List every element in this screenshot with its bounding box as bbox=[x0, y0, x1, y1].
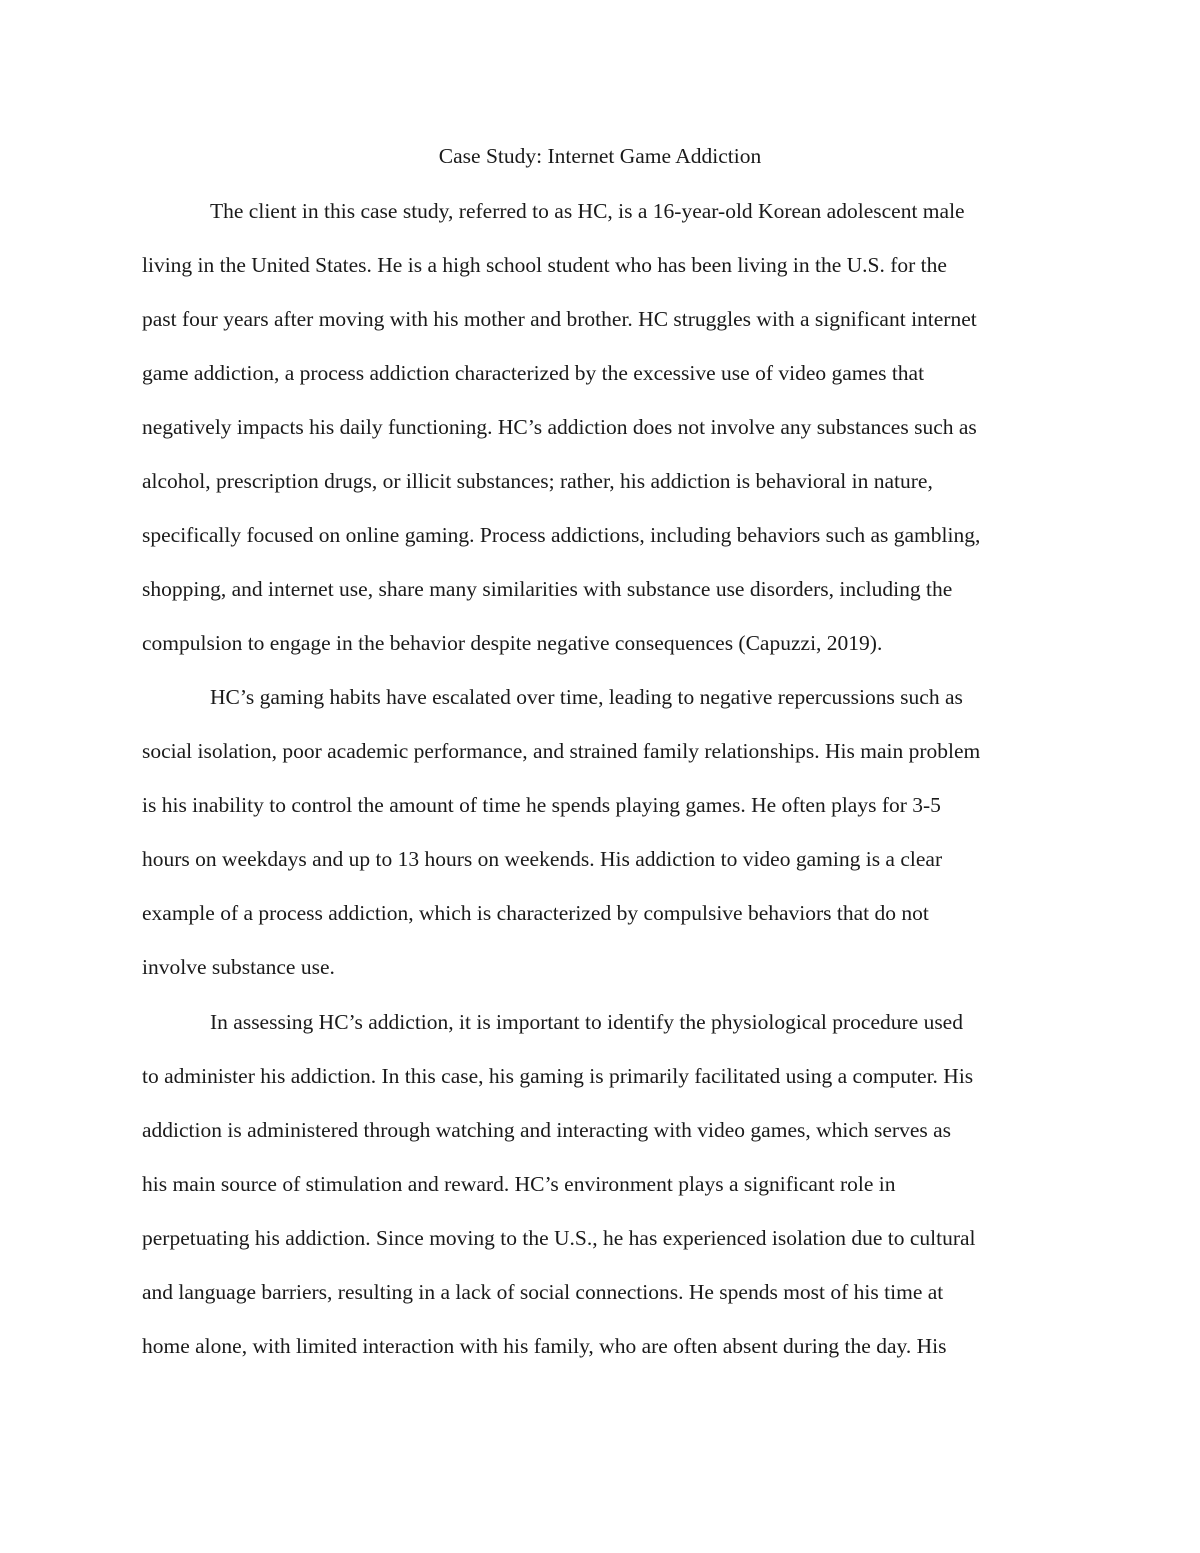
paragraph-3-line-5: perpetuating his addiction. Since moving to the U.S., he has experienced isolation due to cultural bbox=[142, 1226, 976, 1250]
paragraph-1-line-4: game addiction, a process addiction characterized by the excessive use of video games that bbox=[142, 361, 925, 385]
paragraph-3-line-3: addiction is administered through watching and interacting with video games, which serves as bbox=[142, 1118, 952, 1142]
paragraph-3-line-1: In assessing HC’s addiction, it is important to identify the physiological procedure used bbox=[210, 1010, 963, 1034]
paragraph-3-line-4: his main source of stimulation and reward. HC’s environment plays a significant role in bbox=[142, 1172, 896, 1196]
paragraph-2-line-5: example of a process addiction, which is characterized by compulsive behaviors that do not bbox=[142, 901, 929, 925]
paragraph-2-line-4: hours on weekdays and up to 13 hours on weekends. His addiction to video gaming is a clear bbox=[142, 847, 943, 871]
paragraph-1-line-6: alcohol, prescription drugs, or illicit substances; rather, his addiction is behavioral in nature, bbox=[142, 469, 933, 493]
paragraph-1-line-5: negatively impacts his daily functioning. HC’s addiction does not involve any substances such as bbox=[142, 415, 977, 439]
paragraph-2-line-1: HC’s gaming habits have escalated over time, leading to negative repercussions such as bbox=[210, 685, 963, 709]
document-title: Case Study: Internet Game Addiction bbox=[438, 144, 762, 168]
paragraph-1-line-9: compulsion to engage in the behavior despite negative consequences (Capuzzi, 2019). bbox=[142, 631, 883, 655]
paragraph-1-line-8: shopping, and internet use, share many similarities with substance use disorders, including the bbox=[142, 577, 953, 601]
paragraph-2-line-6: involve substance use. bbox=[142, 955, 335, 979]
paragraph-2-line-2: social isolation, poor academic performance, and strained family relationships. His main problem bbox=[142, 739, 981, 763]
paragraph-1-line-2: living in the United States. He is a high school student who has been living in the U.S. for the bbox=[142, 253, 947, 277]
paragraph-2-line-3: is his inability to control the amount of time he spends playing games. He often plays for 3-5 bbox=[142, 793, 941, 817]
paragraph-1-line-3: past four years after moving with his mother and brother. HC struggles with a significant internet bbox=[142, 307, 977, 331]
paragraph-3-line-7: home alone, with limited interaction with his family, who are often absent during the day. His bbox=[142, 1334, 947, 1358]
paragraph-3-line-6: and language barriers, resulting in a lack of social connections. He spends most of his time at bbox=[142, 1280, 944, 1304]
paragraph-3-line-2: to administer his addiction. In this case, his gaming is primarily facilitated using a computer. His bbox=[142, 1064, 974, 1088]
paragraph-1-line-1: The client in this case study, referred to as HC, is a 16-year-old Korean adolescent male bbox=[210, 199, 965, 223]
paragraph-1-line-7: specifically focused on online gaming. Process addictions, including behaviors such as gambling, bbox=[142, 523, 981, 547]
